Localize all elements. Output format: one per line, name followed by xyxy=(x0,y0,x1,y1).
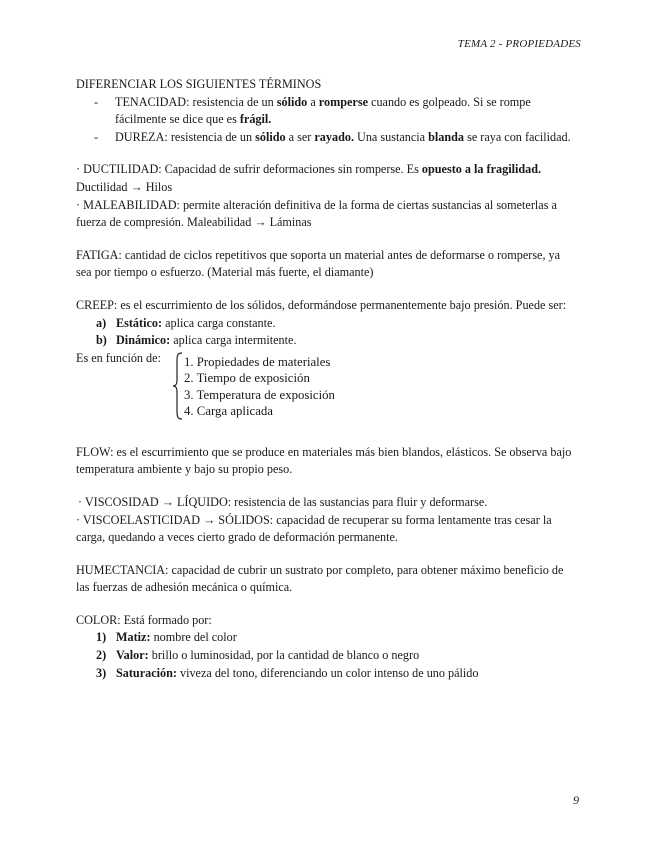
page-number: 9 xyxy=(573,793,579,807)
curly-brace-icon xyxy=(172,352,184,420)
fatiga-paragraph: FATIGA: cantidad de ciclos repetitivos que soporta un material antes de deformarse o romperse, ya sea por tiempo o esfuerzo. (Material más fuerte, el diamante) xyxy=(76,247,561,280)
viscoelasticidad-paragraph: · VISCOELASTICIDAD → SÓLIDOS: capacidad de recuperar su forma lentamente tras cesar la carga, quedando a veces cierto grado de deformación permanente. xyxy=(76,512,552,545)
dureza-text: DUREZA: resistencia de un sólido a ser rayado. Una sustancia blanda se raya con facilidad. xyxy=(115,129,571,144)
dash-bullet: - xyxy=(94,129,99,144)
color-item-valor: 2) Valor: brillo o luminosidad, por la cantidad de blanco o negro xyxy=(96,648,420,663)
maleabilidad-paragraph: · MALEABILIDAD: permite alteración definitiva de la forma de ciertas sustancias al someterlas a fuerza de compresión. Maleabilidad → Láminas xyxy=(76,197,557,230)
list-item: 4. Carga aplicada xyxy=(184,403,273,418)
page-header: TEMA 2 - PROPIEDADES xyxy=(457,38,581,50)
creep-intro: CREEP: es el escurrimiento de los sólidos, deformándose permanentemente bajo presión. Puede ser: xyxy=(76,297,567,312)
dash-bullet: - xyxy=(94,94,99,109)
tenacidad-text: TENACIDAD: resistencia de un sólido a romperse cuando es golpeado. Si se rompe fácilmente se dice que es frágil. xyxy=(115,94,531,127)
list-item: 2. Tiempo de exposición xyxy=(184,371,310,386)
list-item-dureza xyxy=(76,129,576,147)
color-intro: COLOR: Está formado por: xyxy=(76,612,212,627)
section-title: DIFERENCIAR LOS SIGUIENTES TÉRMINOS xyxy=(76,77,322,91)
list-item: 1. Propiedades de materiales xyxy=(184,354,331,369)
list-item-tenacidad xyxy=(76,94,576,129)
page-content xyxy=(76,76,576,682)
color-item-matiz: 1) Matiz: nombre del color xyxy=(96,630,237,645)
viscosidad-paragraph: · VISCOSIDAD → LÍQUIDO: resistencia de las sustancias para fluir y deformarse. xyxy=(78,494,488,509)
ductilidad-hilos: Ductilidad → Hilos xyxy=(76,179,173,194)
factors-list xyxy=(184,354,335,420)
ductilidad-paragraph: · DUCTILIDAD: Capacidad de sufrir deformaciones sin romperse. Es opuesto a la fragilidad. xyxy=(76,162,542,177)
color-item-saturacion: 3) Saturación: viveza del tono, diferenciando un color intenso de uno pálido xyxy=(96,665,479,680)
factors-lead: Es en función de: xyxy=(76,350,161,365)
creep-factors xyxy=(76,350,576,416)
flow-paragraph: FLOW: es el escurrimiento que se produce en materiales más bien blandos, elásticos. Se observa bajo temperatura ambiente y bajo su propio peso. xyxy=(76,444,572,477)
humectancia-paragraph: HUMECTANCIA: capacidad de cubrir un sustrato por completo, para obtener máximo beneficio de las fuerzas de adhesión mecánica o química. xyxy=(76,562,564,595)
creep-item-dinamico: b) Dinámico: aplica carga intermitente. xyxy=(96,333,297,348)
list-item: 3. Temperatura de exposición xyxy=(184,387,335,402)
creep-item-estatico: a) Estático: aplica carga constante. xyxy=(96,315,276,330)
